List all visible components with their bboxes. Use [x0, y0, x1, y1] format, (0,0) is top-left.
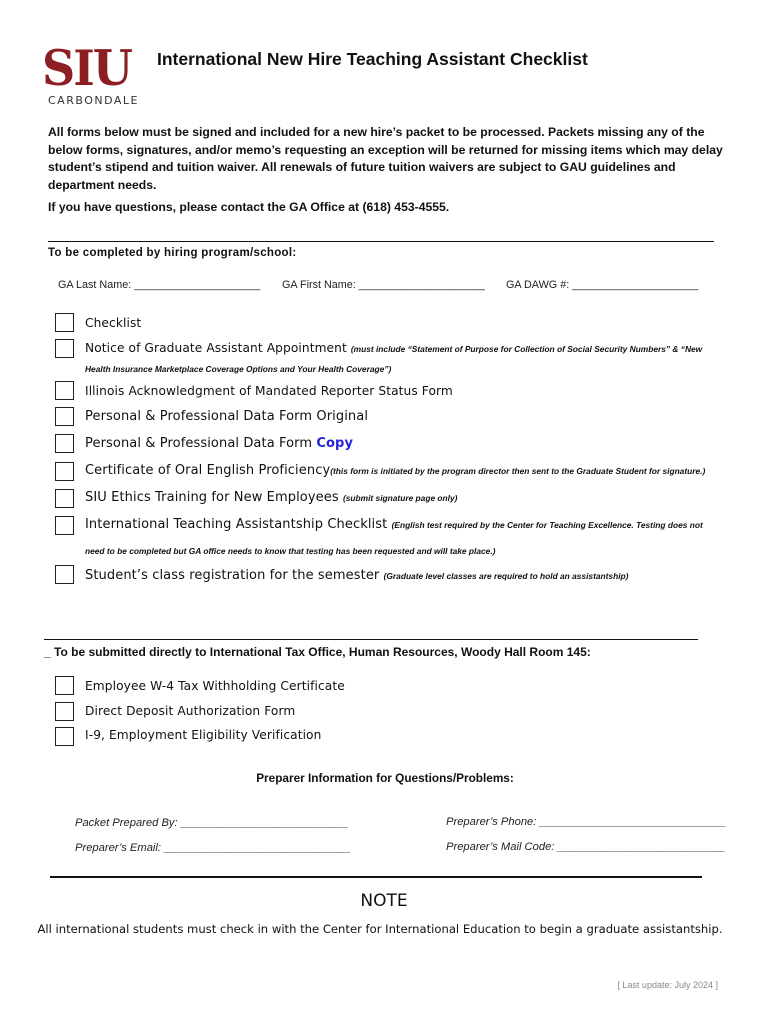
section2-divider	[44, 639, 698, 640]
contact-line: If you have questions, please contact the GA Office at (618) 453-4555.	[48, 200, 450, 214]
section1-divider	[48, 241, 714, 242]
copy-highlight: Copy	[316, 436, 354, 451]
preparer-mail-code-field[interactable]: Preparer’s Mail Code: ___________________________	[446, 841, 726, 853]
oral-english-checkbox[interactable]	[55, 462, 74, 481]
direct-deposit-checkbox[interactable]	[55, 702, 74, 721]
ita-checklist-note-continued: need to be completed but GA office needs to know that testing has been requested and will take place.)	[85, 546, 496, 556]
ethics-training-item	[85, 490, 457, 505]
logo-subtitle: CARBONDALE	[48, 94, 139, 107]
intro-paragraph: All forms below must be signed and included for a new hire’s packet to be processed. Packets missing any of the below forms, signatures, and/or memo’s requesting an exception will be returned for missing items which may delay student’s stipend and tuition waiver. All renewals of future tuition waivers are subject to GAU guidelines and department needs.	[48, 125, 723, 192]
ga-first-name-field[interactable]: GA First Name: _____________________	[282, 279, 485, 291]
data-form-original-label: Personal & Professional Data Form Original	[85, 409, 369, 424]
class-registration-label: Student’s class registration for the semester	[85, 568, 380, 583]
direct-deposit-label: Direct Deposit Authorization Form	[85, 704, 296, 718]
oral-english-label: Certificate of Oral English Proficiency	[85, 463, 331, 478]
mandated-reporter-label: Illinois Acknowledgment of Mandated Reporter Status Form	[85, 384, 453, 398]
last-update: [ Last update: July 2024 ]	[617, 980, 718, 990]
prepared-by-field[interactable]: Packet Prepared By: ___________________________	[75, 817, 349, 829]
ga-dawg-field[interactable]: GA DAWG #: _____________________	[506, 279, 699, 291]
notice-appointment-note: (must include “Statement of Purpose for Collection of Social Security Numbers” & “New	[350, 344, 703, 354]
section1-heading: To be completed by hiring program/school:	[48, 247, 297, 259]
ga-last-name-field[interactable]: GA Last Name: _____________________	[58, 279, 261, 291]
class-registration-note: (Graduate level classes are required to hold an assistantship)	[383, 571, 629, 581]
data-form-copy-item	[85, 436, 353, 451]
section2-heading: _ To be submitted directly to International Tax Office, Human Resources, Woody Hall Room 145:	[44, 645, 591, 659]
ita-checklist-checkbox[interactable]	[55, 516, 74, 535]
ethics-training-note: (submit signature page only)	[342, 493, 458, 503]
siu-logo	[42, 39, 142, 107]
notice-appointment-label: Notice of Graduate Assistant Appointment	[85, 341, 347, 355]
notice-appointment-checkbox[interactable]	[55, 339, 74, 358]
notice-appointment-item	[85, 341, 702, 355]
checklist-item-label: Checklist	[85, 316, 142, 330]
ita-checklist-note: (English test required by the Center for Teaching Excellence. Testing does not	[391, 520, 703, 530]
i9-checkbox[interactable]	[55, 727, 74, 746]
oral-english-note: (this form is initiated by the program director then sent to the Graduate Student for signature.)	[330, 466, 706, 476]
note-divider	[50, 876, 702, 878]
note-title: NOTE	[360, 891, 408, 911]
preparer-phone-field[interactable]: Preparer’s Phone: ______________________________	[446, 816, 727, 828]
oral-english-item	[85, 463, 705, 478]
preparer-heading: Preparer Information for Questions/Problems:	[256, 771, 514, 785]
page-title: International New Hire Teaching Assistant Checklist	[157, 49, 588, 69]
class-registration-checkbox[interactable]	[55, 565, 74, 584]
data-form-copy-label: Personal & Professional Data Form	[85, 436, 313, 451]
ita-checklist-label: International Teaching Assistantship Checklist	[85, 517, 388, 532]
logo-mark: SIU	[42, 39, 131, 97]
w4-label: Employee W-4 Tax Withholding Certificate	[85, 679, 345, 693]
data-form-copy-checkbox[interactable]	[55, 434, 74, 453]
ethics-training-checkbox[interactable]	[55, 489, 74, 508]
i9-label: I-9, Employment Eligibility Verification	[85, 728, 322, 742]
ita-checklist-item	[85, 517, 703, 532]
ethics-training-label: SIU Ethics Training for New Employees	[85, 490, 339, 505]
note-text: All international students must check in with the Center for International Education to begin a graduate assistantship.	[37, 922, 723, 936]
preparer-email-field[interactable]: Preparer’s Email: ______________________________	[75, 842, 351, 854]
data-form-original-checkbox[interactable]	[55, 407, 74, 426]
notice-appointment-note-continued: Health Insurance Marketplace Coverage Options and Your Health Coverage”)	[85, 364, 392, 374]
class-registration-item	[85, 568, 628, 583]
w4-checkbox[interactable]	[55, 676, 74, 695]
mandated-reporter-checkbox[interactable]	[55, 381, 74, 400]
checklist-checkbox[interactable]	[55, 313, 74, 332]
